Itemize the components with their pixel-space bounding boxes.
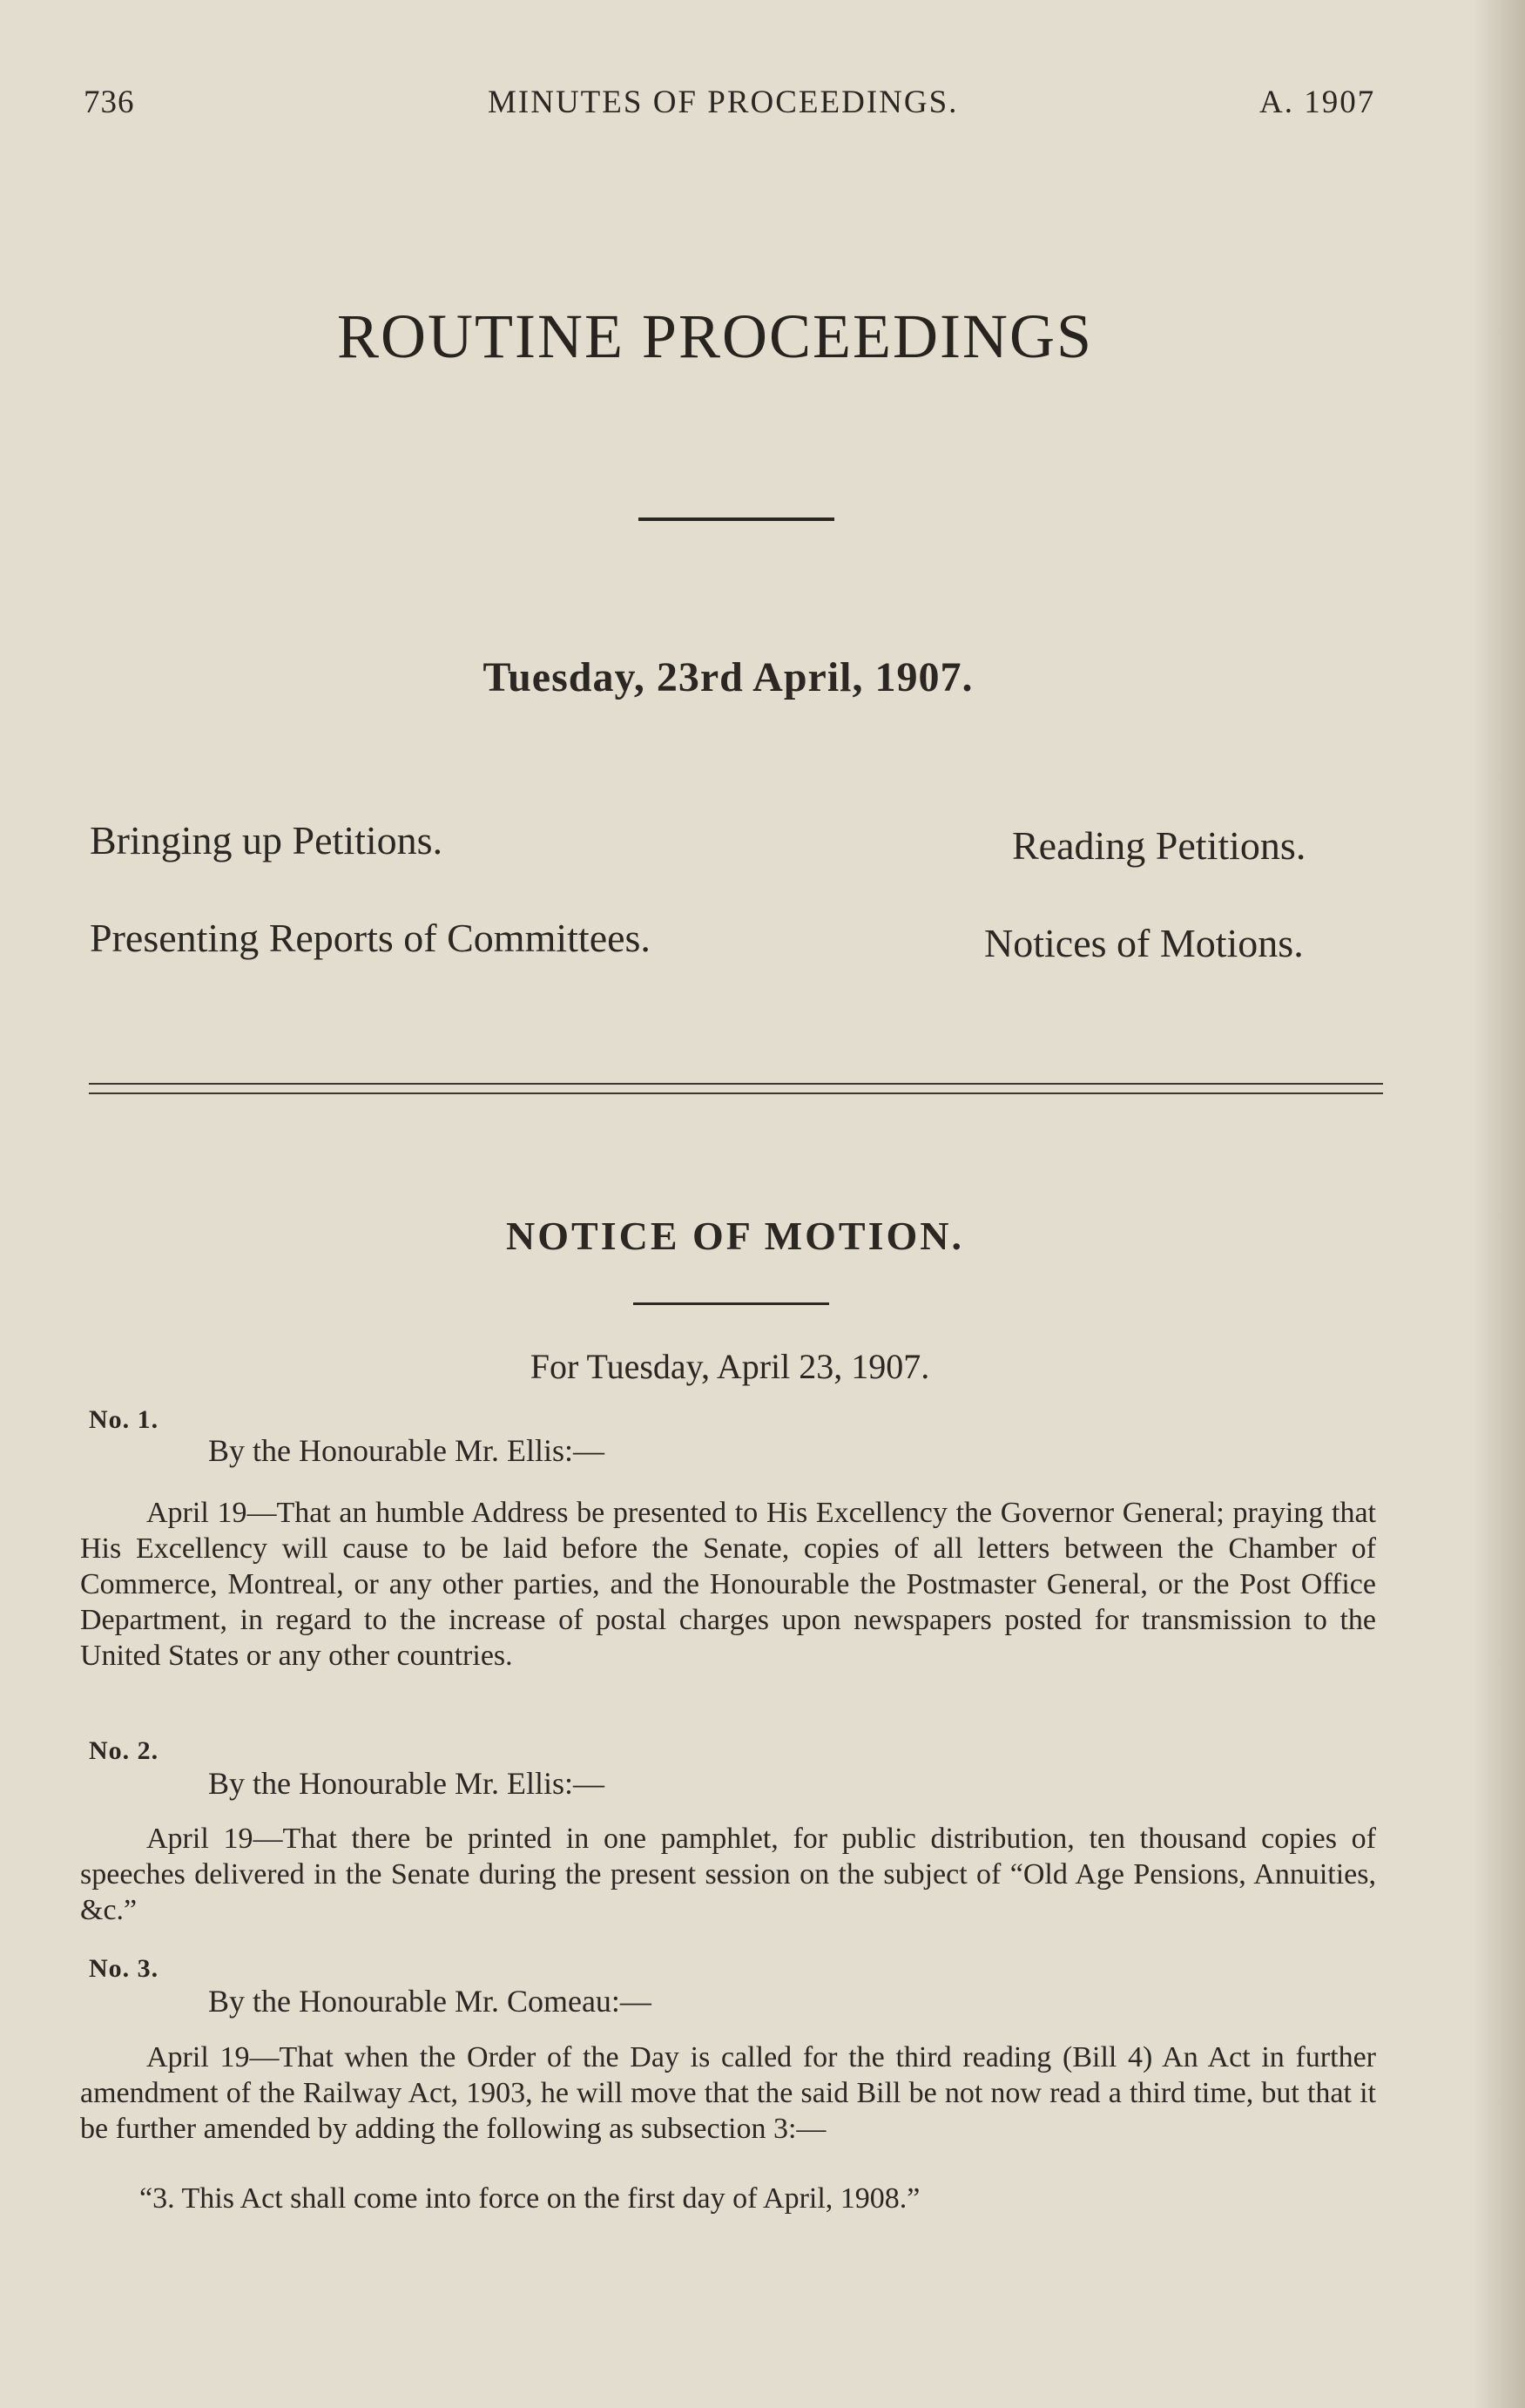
notice-date: For Tuesday, April 23, 1907. — [530, 1347, 930, 1386]
routine-item: Bringing up Petitions. — [90, 818, 443, 862]
motion-text: April 19—That an humble Address be presented to His Excellency the Governor General; praying that His Excellency will cause to be laid before the Senate, copies of all letters between the Chamber of Commerce, Montreal, or any other parties, and the Honourable the Postmaster General, or the Post Office Department, in regard to the increase of postal charges upon newspapers posted for transmission to the United States or any other countries. — [80, 1497, 1376, 1672]
divider-rule — [633, 1302, 829, 1305]
routine-item: Presenting Reports of Committees. — [90, 916, 651, 960]
motion-mover: By the Honourable Mr. Ellis:— — [208, 1766, 604, 1801]
motion-quote: “3. This Act shall come into force on the first day of April, 1908.” — [139, 2182, 921, 2215]
motion-mover: By the Honourable Mr. Comeau:— — [208, 1984, 651, 2019]
motion-number: No. 1. — [89, 1405, 159, 1434]
notice-heading: NOTICE OF MOTION. — [506, 1214, 964, 1258]
date-heading: Tuesday, 23rd April, 1907. — [482, 654, 974, 700]
routine-item: Reading Petitions. — [1012, 823, 1306, 868]
motion-number: No. 2. — [89, 1736, 159, 1765]
routine-item: Notices of Motions. — [984, 921, 1304, 965]
divider-rule — [638, 517, 834, 521]
year-marker: A. 1907 — [1259, 85, 1376, 120]
motion-number: No. 3. — [89, 1954, 159, 1983]
motion-text: April 19—That when the Order of the Day is called for the third reading (Bill 4) An Act in further amendment of the Railway Act, 1903, he will move that the said Bill be not now read a third time, but that it be further amended by adding the following as subsection 3:— — [80, 2041, 1376, 2145]
section-title: ROUTINE PROCEEDINGS — [336, 301, 1093, 371]
motion-text: April 19—That there be printed in one pamphlet, for public distribution, ten thousand copies of speeches delivered in the Senate during the present session on the subject of “Old Age Pensions, Annuities, &c.” — [80, 1823, 1376, 1926]
running-title: MINUTES OF PROCEEDINGS. — [488, 85, 959, 120]
motion-mover: By the Honourable Mr. Ellis:— — [208, 1433, 604, 1468]
page-number: 736 — [84, 85, 135, 120]
double-rule-bottom — [89, 1092, 1383, 1094]
double-rule-top — [89, 1083, 1383, 1085]
page-edge-shadow — [1473, 0, 1525, 2408]
